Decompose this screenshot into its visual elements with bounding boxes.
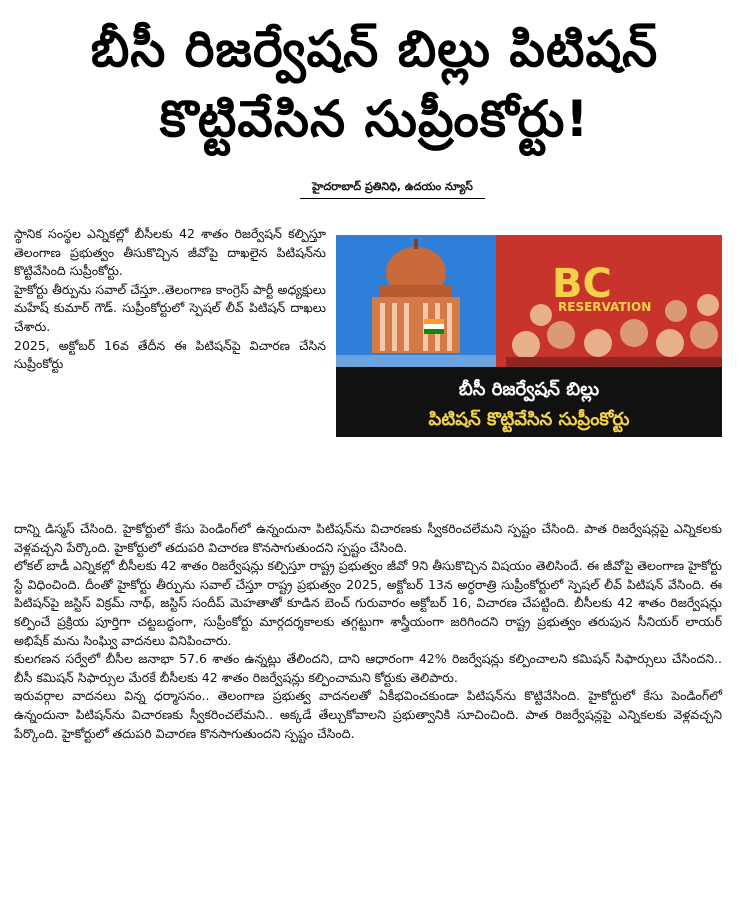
crowd-face: [512, 331, 540, 359]
crowd-face: [665, 300, 687, 322]
crowd-face: [690, 321, 718, 349]
court-roof: [380, 285, 452, 299]
headline: [0, 14, 749, 154]
court-pillar: [380, 303, 385, 351]
crowd-face: [547, 321, 575, 349]
headline-line-2: కొట్టివేసిన సుప్రీంకోర్టు!: [159, 90, 590, 148]
crowd-face: [530, 304, 552, 326]
page-top-strip: [0, 0, 749, 6]
article-paragraph: 2025, అక్టోబర్ 16వ తేదీన ఈ పిటిషన్‌పై విచారణ చేసిన సుప్రీంకోర్టు: [14, 337, 326, 372]
court-pillar: [404, 303, 409, 351]
article-left-column: [14, 225, 326, 374]
crowd-face: [584, 329, 612, 357]
article-paragraph: హైకోర్టు తీర్పును సవాల్ చేస్తూ..తెలంగాణ కాంగ్రెస్ పార్టీ అధ్యక్షులు మహేష్ కుమార్ గౌడ్. సుప్రీంకోర్టులో స్పెషల్ లీవ్ పిటిషన్ దాఖలు చేశారు.: [14, 281, 326, 334]
article-paragraph: దాన్ని డిస్మస్ చేసింది. హైకోర్టులో కేసు పెండింగ్‌లో ఉన్నందునా పిటిషన్‌ను విచారణకు స్వీకరించలేమని స్పష్టం చేసింది. పాత రిజర్వేషన్లపై ఎన్నికలకు వెళ్లవచ్చని పేర్కొంది. హైకోర్టులో తదుపరి విచారణ కొనసాగుతుందని స్పష్టం చేసింది.: [14, 521, 722, 555]
court-pillar: [447, 303, 452, 351]
article-paragraph: ఇరువర్గాల వాదనలు విన్న ధర్మాసనం.. తెలంగాణ ప్రభుత్వ వాదనలతో ఏకీభవించకుండా పిటిషన్‌ను కొట్టివేసింది. హైకోర్టులో కేసు పెండింగ్‌లో ఉన్నందునా పిటిషన్‌ను విచారణకు స్వీకరించలేమని.. అక్కడే తేల్చుకోవాలని ప్రభుత్వానికి సూచించింది. పాత రిజర్వేషన్లపై ఎన్నికలకు వెళ్లవచ్చని పేర్కొంది. హైకోర్టులో తదుపరి విచారణ కొనసాగుతుందని స్పష్టం చేసింది.: [14, 688, 722, 741]
photo-caption-line-2: పిటిషన్ కొట్టివేసిన సుప్రీంకోర్టు: [428, 409, 630, 430]
flag-saffron: [424, 319, 444, 324]
bc-badge-text: BC: [552, 261, 612, 307]
byline: హైదరాబాద్ ప్రతినిధి, ఉదయం న్యూస్: [300, 180, 485, 199]
crowd-face: [697, 294, 719, 316]
court-building: [372, 297, 460, 353]
photo-caption-line-1: బీసీ రిజర్వేషన్ బిల్లు: [458, 379, 600, 400]
article-full-column: [14, 520, 722, 743]
crowd-face: [656, 329, 684, 357]
article-paragraph: కులగణన సర్వేలో బీసీల జనాభా 57.6 శాతం ఉన్నట్లు తేలిందని, దాని ఆధారంగా 42% రిజర్వేషన్లు కల్పించాలని కమిషన్ సిఫార్సులు చేసిందని.. బీసీ కమిషన్ సిఫార్సుల మేరకే బీసీలకు 42 శాతం రిజర్వేషన్లు కల్పించామని కోర్టుకు తెలిపారు.: [14, 651, 722, 685]
court-pillar: [392, 303, 397, 351]
article-paragraph: లోకల్ బాడీ ఎన్నికల్లో బీసీలకు 42 శాతం రిజర్వేషన్లు కల్పిస్తూ రాష్ట్ర ప్రభుత్వం జీవో 9ని తీసుకొచ్చిన విషయం తెలిసిందే. ఈ జీవోపై తెలంగాణ హైకోర్టు స్టే విధించింది. దీంతో హైకోర్టు తీర్పును సవాల్ చేస్తూ రాష్ట్ర ప్రభుత్వం 2025, అక్టోబర్ 13న అర్ధరాత్రి సుప్రీంకోర్టులో స్పెషల్ లీవ్ పిటిషన్ వేసింది. ఈ పిటిషన్‌పై జస్టిస్ విక్రమ్ నాథ్, జస్టిస్ సందీప్ మెహతాతో కూడిన బెంచ్ గురువారం అక్టోబర్ 16, విచారణ చేపట్టింది. బీసీలకు 42 శాతం రిజర్వేషన్లు కల్పించే ప్రక్రియ పూర్తిగా చట్టబద్ధంగా, సుప్రీంకోర్టు మార్గదర్శకాలకు తగ్గట్టుగా శాస్త్రీయంగా జరిగిందని రాష్ట్ర ప్రభుత్వం తరుపున సీనియర్ లాయర్ అభిషేక్ మను సింఘ్వి వాదనలు వినిపించారు.: [14, 558, 722, 648]
headline-line-1: బీసీ రిజర్వేషన్ బిల్లు పిటిషన్: [90, 20, 659, 78]
flag-white: [424, 324, 444, 329]
article-paragraph: స్థానిక సంస్థల ఎన్నికల్లో బీసీలకు 42 శాతం రిజర్వేషన్ కల్పిస్తూ తెలంగాణ ప్రభుత్వం తీసుకొచ్చిన జీవోపై దాఖలైన పిటిషన్‌ను కొట్టివేసింది సుప్రీంకోర్టు.: [14, 226, 326, 279]
news-photo-illustration: [336, 235, 722, 437]
crowd-face: [620, 319, 648, 347]
bc-badge-subtext: RESERVATION: [558, 300, 652, 314]
dome-spire: [414, 239, 418, 249]
news-photo: [336, 235, 722, 437]
flag-green: [424, 329, 444, 334]
